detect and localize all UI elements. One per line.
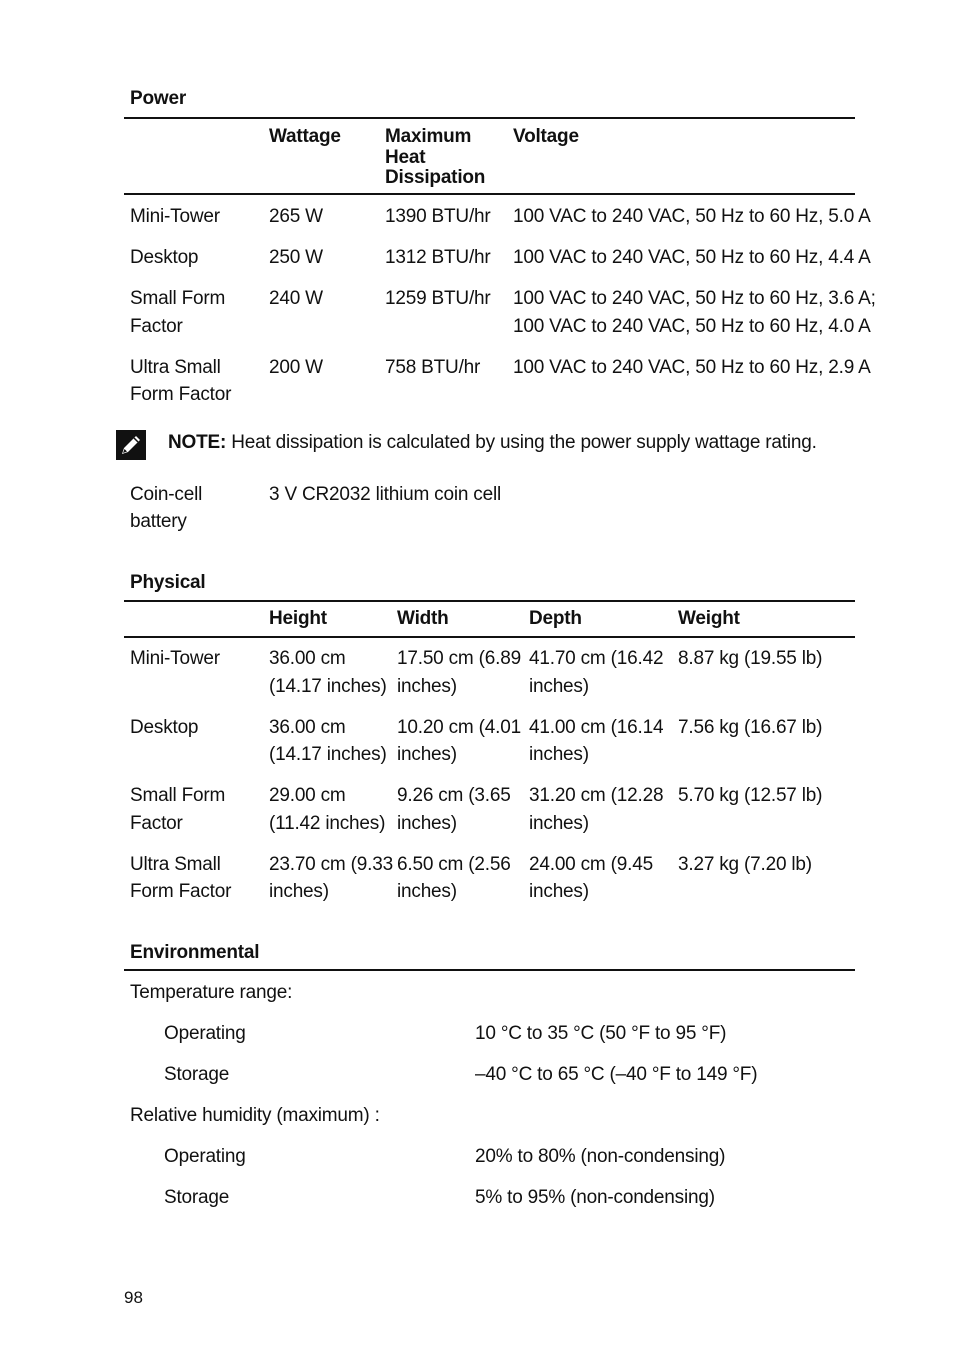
physical-row-type: Small Form: [130, 785, 226, 806]
physical-row-type-line2: Form Factor: [130, 881, 232, 902]
physical-header-weight: Weight: [678, 608, 740, 629]
power-header-max-heat-line1: Maximum: [385, 126, 472, 147]
humidity-storage-label: Storage: [164, 1187, 230, 1208]
humidity-storage-value: 5% to 95% (non-condensing): [475, 1187, 715, 1208]
physical-row-weight: 3.27 kg (7.20 lb): [678, 854, 812, 875]
physical-row-depth: 24.00 cm (9.45: [529, 854, 653, 875]
physical-row-width-line2: inches): [397, 881, 457, 902]
environmental-top-rule: [124, 969, 855, 971]
power-header-max-heat-line2: Heat: [385, 147, 426, 168]
physical-row-depth: 41.00 cm (16.14: [529, 717, 664, 738]
physical-row-weight: 5.70 kg (12.57 lb): [678, 785, 823, 806]
power-table-top-rule: [124, 117, 855, 119]
power-header-bottom-rule: [124, 193, 855, 195]
power-row-heat: 1259 BTU/hr: [385, 288, 491, 309]
power-row-wattage: 200 W: [269, 357, 323, 378]
physical-row-height: 29.00 cm: [269, 785, 346, 806]
physical-row-height: 36.00 cm: [269, 717, 346, 738]
power-row-type: Desktop: [130, 247, 199, 268]
environmental-section-title: Environmental: [130, 942, 260, 963]
humidity-operating-value: 20% to 80% (non-condensing): [475, 1146, 726, 1167]
note-label: NOTE:: [168, 432, 227, 453]
power-section-title: Power: [130, 88, 187, 109]
temperature-range-label: Temperature range:: [130, 982, 293, 1003]
physical-row-height-line2: inches): [269, 881, 329, 902]
power-row-type-line2: Factor: [130, 316, 183, 337]
note-pencil-icon: [116, 430, 146, 460]
physical-header-height: Height: [269, 608, 327, 629]
physical-row-width-line2: inches): [397, 676, 457, 697]
physical-row-weight: 8.87 kg (19.55 lb): [678, 648, 823, 669]
physical-row-depth: 41.70 cm (16.42: [529, 648, 664, 669]
power-row-voltage: 100 VAC to 240 VAC, 50 Hz to 60 Hz, 4.4 A: [513, 247, 871, 268]
physical-row-height-line2: (11.42 inches): [269, 813, 386, 834]
physical-row-depth-line2: inches): [529, 813, 589, 834]
page-number: 98: [124, 1288, 143, 1307]
note-text: [168, 429, 817, 456]
power-row-type: Ultra Small: [130, 357, 221, 378]
physical-row-type-line2: Factor: [130, 813, 183, 834]
power-row-heat: 1312 BTU/hr: [385, 247, 491, 268]
power-row-wattage: 240 W: [269, 288, 323, 309]
power-row-type-line2: Form Factor: [130, 384, 232, 405]
power-row-voltage: 100 VAC to 240 VAC, 50 Hz to 60 Hz, 5.0 A: [513, 206, 871, 227]
physical-section-title: Physical: [130, 572, 206, 593]
physical-row-type: Desktop: [130, 717, 199, 738]
physical-row-type: Ultra Small: [130, 854, 221, 875]
humidity-operating-label: Operating: [164, 1146, 246, 1167]
note-body: Heat dissipation is calculated by using the power supply wattage rating.: [231, 432, 817, 453]
power-row-voltage: 100 VAC to 240 VAC, 50 Hz to 60 Hz, 3.6 A;: [513, 288, 876, 309]
physical-row-depth-line2: inches): [529, 881, 589, 902]
physical-row-type: Mini-Tower: [130, 648, 220, 669]
power-row-wattage: 265 W: [269, 206, 323, 227]
physical-row-height-line2: (14.17 inches): [269, 744, 387, 765]
physical-row-width: 9.26 cm (3.65: [397, 785, 511, 806]
physical-row-depth-line2: inches): [529, 676, 589, 697]
power-row-voltage: 100 VAC to 240 VAC, 50 Hz to 60 Hz, 2.9 A: [513, 357, 871, 378]
power-row-voltage-line2: 100 VAC to 240 VAC, 50 Hz to 60 Hz, 4.0 A: [513, 316, 871, 337]
power-row-wattage: 250 W: [269, 247, 323, 268]
physical-row-width: 17.50 cm (6.89: [397, 648, 521, 669]
physical-table-top-rule: [124, 600, 855, 602]
temperature-operating-value: 10 °C to 35 °C (50 °F to 95 °F): [475, 1023, 727, 1044]
physical-row-height: 36.00 cm: [269, 648, 346, 669]
physical-row-height-line2: (14.17 inches): [269, 676, 387, 697]
physical-row-width: 10.20 cm (4.01: [397, 717, 521, 738]
power-header-wattage: Wattage: [269, 126, 341, 147]
physical-header-width: Width: [397, 608, 449, 629]
humidity-label: Relative humidity (maximum) :: [130, 1105, 380, 1126]
power-row-heat: 758 BTU/hr: [385, 357, 481, 378]
power-row-heat: 1390 BTU/hr: [385, 206, 491, 227]
physical-row-width: 6.50 cm (2.56: [397, 854, 511, 875]
physical-row-width-line2: inches): [397, 813, 457, 834]
temperature-operating-label: Operating: [164, 1023, 246, 1044]
power-header-max-heat-line3: Dissipation: [385, 167, 486, 188]
power-row-type: Mini-Tower: [130, 206, 220, 227]
temperature-storage-value: –40 °C to 65 °C (–40 °F to 149 °F): [475, 1064, 758, 1085]
physical-header-depth: Depth: [529, 608, 582, 629]
coin-cell-label-line2: battery: [130, 511, 187, 532]
temperature-storage-label: Storage: [164, 1064, 230, 1085]
power-header-voltage: Voltage: [513, 126, 579, 147]
coin-cell-value: 3 V CR2032 lithium coin cell: [269, 484, 502, 505]
power-row-type: Small Form: [130, 288, 226, 309]
coin-cell-label: Coin-cell: [130, 484, 203, 505]
physical-row-depth: 31.20 cm (12.28: [529, 785, 664, 806]
physical-row-depth-line2: inches): [529, 744, 589, 765]
physical-row-height: 23.70 cm (9.33: [269, 854, 393, 875]
physical-header-bottom-rule: [124, 636, 855, 638]
physical-row-width-line2: inches): [397, 744, 457, 765]
physical-row-weight: 7.56 kg (16.67 lb): [678, 717, 823, 738]
